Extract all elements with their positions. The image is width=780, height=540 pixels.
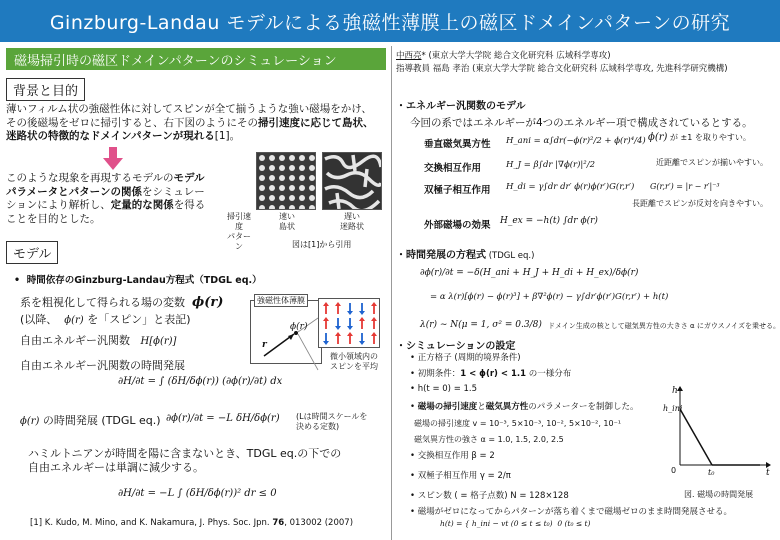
- purpose-span-bold: パラメータとパターンの関係: [6, 185, 142, 198]
- phi-r-label: ϕ(r): [290, 322, 308, 332]
- spin-text: 系を粗視化して得られる場の変数: [20, 296, 185, 309]
- spin-arrow-head: [371, 332, 377, 336]
- sim-item: • 交換相互作用 β = 2: [410, 451, 495, 461]
- bg-span: [1]。: [214, 130, 241, 142]
- sim-alpha: 磁気異方性の強さ α = 1.0, 1.5, 2.0, 2.5: [414, 435, 564, 444]
- fig-label: 島状: [279, 222, 295, 231]
- term-anisotropy: 垂直磁気異方性: [424, 139, 491, 150]
- reference-text: , 013002 (2007): [284, 518, 354, 528]
- phi-symbol: ϕ(r): [64, 315, 84, 326]
- term-dipole: 双極子相互作用: [424, 185, 491, 196]
- field-time-graph: [660, 385, 772, 481]
- free-energy-label: 自由エネルギー汎関数: [20, 334, 130, 347]
- term-exchange-note: 近距離でスピンが揃いやすい。: [656, 158, 768, 167]
- film-label: 強磁性体薄膜: [254, 294, 308, 307]
- fig-label: 迷路状: [340, 222, 364, 231]
- lambda-note: ドメイン生成の核として磁気異方性の大きさ α にガウスノイズを乗せる。: [548, 322, 780, 330]
- energy-heading: ・エネルギー汎関数のモデル: [396, 101, 526, 112]
- zoom-label-line: スピンを平均: [330, 362, 378, 371]
- bg-line: [6, 117, 390, 131]
- bg-line: [6, 130, 390, 144]
- time-evo-label: 自由エネルギー汎関数の時間発展: [20, 359, 185, 372]
- tdgl-bullet-text: 時間依存のGinzburg-Landau方程式（TDGL eq.）: [26, 275, 262, 286]
- sim-item: • 双極子相互作用 γ = 2/π: [410, 471, 511, 481]
- advisor-line: 指導教員 福島 孝治 (東京大学大学院 総合文化研究科 広域科学専攻, 先進科学研究機構): [396, 64, 728, 74]
- fig-col2: [272, 212, 302, 232]
- sim-span-bold: 1 < ϕ(r) < 1.1: [460, 369, 527, 379]
- reference-volume: 76: [272, 518, 285, 528]
- energy-intro: 今回の系ではエネルギーが4つのエネルギー項で構成されているとする。: [410, 117, 753, 129]
- L-note-line: 決める定数): [296, 422, 340, 431]
- purpose-line: [6, 172, 221, 186]
- fig-label: パターン: [227, 232, 251, 251]
- hamiltonian-line: ハミルトニアンが時間を陽に含まないとき、TDGL eq.の下での: [28, 447, 342, 460]
- spin-line-1: [20, 294, 223, 310]
- spin-arrow-head: [371, 302, 377, 306]
- spin-arrow-head: [359, 317, 365, 321]
- graph-hini-label: h_ini: [663, 404, 683, 413]
- ht-eq: [440, 519, 590, 528]
- time-eq-1: ∂ϕ(r)/∂t = −δ(H_ani + H_J + H_di + H_ex)/δϕ(r): [420, 268, 639, 278]
- spin-arrow-head: [347, 311, 353, 315]
- spin-text: (以降、: [20, 313, 58, 326]
- free-energy-line: [20, 332, 176, 348]
- ht-eq-line: h(t) = { h_ini − vt (0 ≤ t ≤ t₀): [440, 519, 553, 528]
- spin-line-2: [20, 311, 191, 327]
- ht-eq-line: 0 (t₀ ≤ t): [557, 519, 591, 528]
- sim-span: と: [477, 402, 486, 412]
- spin-arrow-head: [359, 341, 365, 345]
- term-dipole-note: 長距離でスピンが反対を向きやすい。: [632, 199, 768, 208]
- model-heading: モデル: [6, 241, 58, 264]
- term-external-eq: H_ex = −h(t) ∫dr ϕ(r): [500, 216, 598, 226]
- term-anisotropy-note: [648, 132, 751, 143]
- fig-citation: 図は[1]から引用: [292, 240, 352, 249]
- hamiltonian-text: [28, 447, 341, 475]
- spin-arrow-head: [323, 317, 329, 321]
- L-note-line: (Lは時間スケールを: [296, 412, 368, 421]
- sim-span: • 初期条件：: [410, 369, 461, 379]
- sim-item: • 磁場がゼロになってからパターンが落ち着くまで磁場ゼロのまま時間発展させる。: [410, 507, 733, 517]
- phi-evo-line: [20, 412, 161, 428]
- down-arrow-icon: [102, 147, 124, 171]
- time-heading-sub: (TDGL eq.): [486, 251, 535, 261]
- reference-text: [1] K. Kudo, M. Mino, and K. Nakamura, J. Phys. Soc. Jpn.: [30, 518, 273, 528]
- note-text: が ±1 を取りやすい。: [669, 133, 751, 142]
- reference: [30, 518, 353, 528]
- fig-col3: [334, 212, 370, 232]
- purpose-span-bold: 定量的な関係: [110, 199, 174, 211]
- bg-span: その後磁場をゼロに掃引すると、右下図のようにその: [6, 116, 258, 129]
- sim-span: •: [410, 402, 418, 412]
- spin-arrow-head: [371, 317, 377, 321]
- term-external: 外部磁場の効果: [424, 220, 491, 231]
- spin-arrow-head: [347, 326, 353, 330]
- maze-pattern-image: [322, 152, 382, 210]
- sim-heading: ・シミュレーションの設定: [396, 341, 516, 352]
- graph-origin-label: 0: [671, 466, 677, 475]
- phi-evo-text: の時間発展 (TDGL eq.): [42, 414, 161, 427]
- purpose-span: このような現象を再現するモデルの: [6, 172, 174, 184]
- purpose-span: をシミュレー: [141, 185, 205, 198]
- time-heading: [396, 246, 534, 261]
- phi-symbol: ϕ(r): [20, 416, 40, 427]
- sim-item: • 正方格子 (周期的境界条件): [410, 353, 521, 363]
- spin-arrow-head: [323, 302, 329, 306]
- sim-item: [410, 400, 639, 412]
- island-pattern-image: [256, 152, 316, 210]
- sim-sweep: 磁場の掃引速度 v = 10⁻³, 5×10⁻³, 10⁻², 5×10⁻², 10⁻¹: [414, 419, 622, 428]
- spin-arrow-head: [335, 326, 341, 330]
- fig-label: 速い: [279, 212, 295, 221]
- zoom-label: [322, 352, 386, 372]
- tdgl-bullet: • 時間依存のGinzburg-Landau方程式（TDGL eq.）: [14, 275, 262, 286]
- field-sweep-line: [680, 409, 712, 465]
- eq-dHdt: ∂H/∂t = ∫ (δH/δϕ(r)) (∂ϕ(r)/∂t) dx: [118, 376, 283, 387]
- fig-label: 掃引速度: [227, 212, 251, 231]
- sim-span: の一様分布: [526, 369, 572, 379]
- fig-label: 遅い: [344, 212, 360, 221]
- graph-h-label: h: [672, 386, 678, 396]
- lambda-eq: λ(r) ∼ N(μ = 1, σ² = 0.3/8): [420, 320, 542, 330]
- zoom-label-line: 微小領域内の: [330, 352, 378, 361]
- purpose-span: を得る: [173, 199, 206, 211]
- term-dipole-eq: H_di = γ∫dr dr′ ϕ(r)ϕ(r′)G(r,r′): [506, 182, 635, 192]
- graph-t0-label: t₀: [708, 468, 715, 477]
- background-text: [6, 103, 390, 144]
- term-anisotropy-eq: H_ani = α∫dr(−ϕ(r)²/2 + ϕ(r)⁴/4): [506, 136, 646, 146]
- r-vector-label: r: [262, 340, 267, 350]
- H-functional: H[ϕ(r)]: [140, 336, 177, 347]
- author-affiliation: * (東京大学大学院 総合文化研究科 広域科学専攻): [421, 51, 611, 61]
- time-eq-2: = α λ(r)[ϕ(r) − ϕ(r)³] + β∇²ϕ(r) − γ∫dr′ϕ(r′)G(r,r′) + h(t): [430, 292, 669, 302]
- author-line: [396, 49, 611, 61]
- bg-line: 薄いフィルム状の強磁性体に対してスピンが全て揃うような強い磁場をかけ、: [6, 103, 372, 115]
- purpose-line: ことを目的とした。: [6, 212, 101, 225]
- spin-grid: [318, 298, 380, 348]
- purpose-text: [6, 172, 221, 226]
- phi-symbol: ϕ(r): [192, 295, 224, 310]
- phi-symbol: ϕ(r): [648, 132, 668, 143]
- background-heading: 背景と目的: [6, 78, 85, 101]
- bg-span-bold: 迷路状の特徴的なドメインパターンが現れる: [6, 130, 215, 142]
- hamiltonian-line: 自由エネルギーは単調に減少する。: [28, 461, 204, 474]
- spin-arrow-head: [359, 311, 365, 315]
- purpose-line: [6, 186, 221, 200]
- term-exchange-eq: H_J = β∫dr |∇ϕ(r)|²/2: [506, 160, 595, 170]
- fig-col1: [224, 212, 254, 252]
- spin-arrow-head: [335, 332, 341, 336]
- sim-span-bold: 磁気異方性: [485, 402, 529, 412]
- eq-decrease: ∂H/∂t = −L ∫ (δH/δϕ(r))² dr ≤ 0: [118, 488, 277, 499]
- author-name: 中西亮: [396, 51, 422, 61]
- sim-item: • スピン数 ( = 格子点数) N = 128×128: [410, 491, 569, 501]
- spin-arrow-head: [335, 302, 341, 306]
- purpose-span-bold: モデル: [173, 172, 205, 184]
- spin-arrow-head: [323, 341, 329, 345]
- spin-arrow-head: [347, 332, 353, 336]
- L-note: [296, 412, 367, 432]
- time-heading-text: ・時間発展の方程式: [396, 250, 486, 261]
- sim-item: [410, 367, 571, 379]
- sim-span-bold: 磁場の掃引速度: [417, 402, 478, 412]
- green-function: G(r,r′) = |r − r′|⁻³: [650, 182, 720, 191]
- sim-span: のパラメーターを制御した。: [528, 402, 639, 412]
- bg-span-bold: 掃引速度に応じて島状、: [258, 116, 374, 129]
- graph-t-label: t: [766, 468, 770, 478]
- column-divider: [391, 46, 392, 540]
- sim-item: • h(t = 0) = 1.5: [410, 384, 478, 394]
- poster-title: Ginzburg-Landau モデルによる強磁性薄膜上の磁区ドメインパターンの研究: [0, 0, 780, 42]
- spin-text: を「スピン」と表記): [87, 313, 191, 326]
- section-title: 磁場掃引時の磁区ドメインパターンのシミュレーション: [6, 48, 386, 70]
- term-exchange: 交換相互作用: [424, 163, 482, 174]
- purpose-line: [6, 199, 221, 213]
- purpose-span: ションにより解析し、: [6, 199, 111, 211]
- graph-caption: 図. 磁場の時間発展: [684, 490, 754, 499]
- eq-tdgl: ∂ϕ(r)/∂t = −L δH/δϕ(r): [166, 413, 280, 424]
